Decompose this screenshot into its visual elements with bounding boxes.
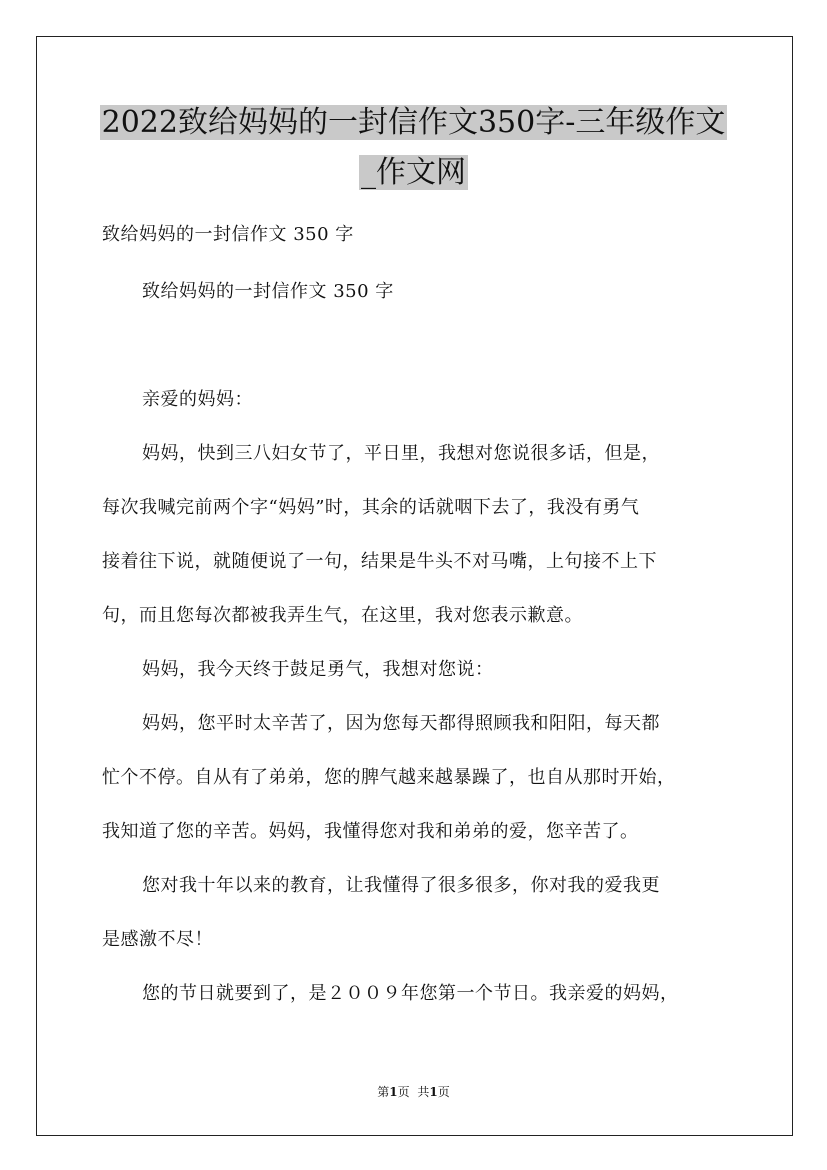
body-line: 句，而且您每次都被我弄生气，在这里，我对您表示歉意。 xyxy=(102,605,583,626)
body-line: 您的节日就要到了，是２００９年您第一个节日。我亲爱的妈妈， xyxy=(142,983,679,1004)
body-line: 我知道了您的辛苦。妈妈，我懂得您对我和弟弟的爱，您辛苦了。 xyxy=(102,821,639,842)
document-title xyxy=(70,98,757,198)
body-line: 是感激不尽！ xyxy=(102,929,213,950)
footer-total-prefix: 共 xyxy=(417,1085,430,1099)
subtitle-indented: 致给妈妈的一封信作文 350 字 xyxy=(142,281,394,302)
body-line: 妈妈，我今天终于鼓足勇气，我想对您说： xyxy=(142,659,494,680)
body-line: 忙个不停。自从有了弟弟，您的脾气越来越暴躁了，也自从那时开始， xyxy=(102,767,676,788)
body-line: 妈妈，您平时太辛苦了，因为您每天都得照顾我和阳阳，每天都 xyxy=(142,713,660,734)
subtitle: 致给妈妈的一封信作文 350 字 xyxy=(102,224,354,245)
greeting: 亲爱的妈妈： xyxy=(142,389,253,410)
body-line: 您对我十年以来的教育，让我懂得了很多很多，你对我的爱我更 xyxy=(142,875,660,896)
footer-page-prefix: 第 xyxy=(377,1085,390,1099)
title-line-1: 2022致给妈妈的一封信作文350字-三年级作文 xyxy=(101,105,726,140)
footer-total-suffix: 页 xyxy=(437,1085,450,1099)
footer-page-suffix: 页 xyxy=(397,1085,410,1099)
body-line: 每次我喊完前两个字“妈妈”时，其余的话就咽下去了，我没有勇气 xyxy=(102,497,640,518)
footer-page-number: 1 xyxy=(389,1085,398,1099)
page-footer xyxy=(0,1083,827,1101)
body-line: 妈妈，快到三八妇女节了，平日里，我想对您说很多话，但是， xyxy=(142,443,660,464)
page-border xyxy=(36,36,793,1136)
body-line: 接着往下说，就随便说了一句，结果是牛头不对马嘴，上句接不上下 xyxy=(102,551,657,572)
title-line-2: _作文网 xyxy=(361,155,466,190)
footer-total-number: 1 xyxy=(429,1085,438,1099)
